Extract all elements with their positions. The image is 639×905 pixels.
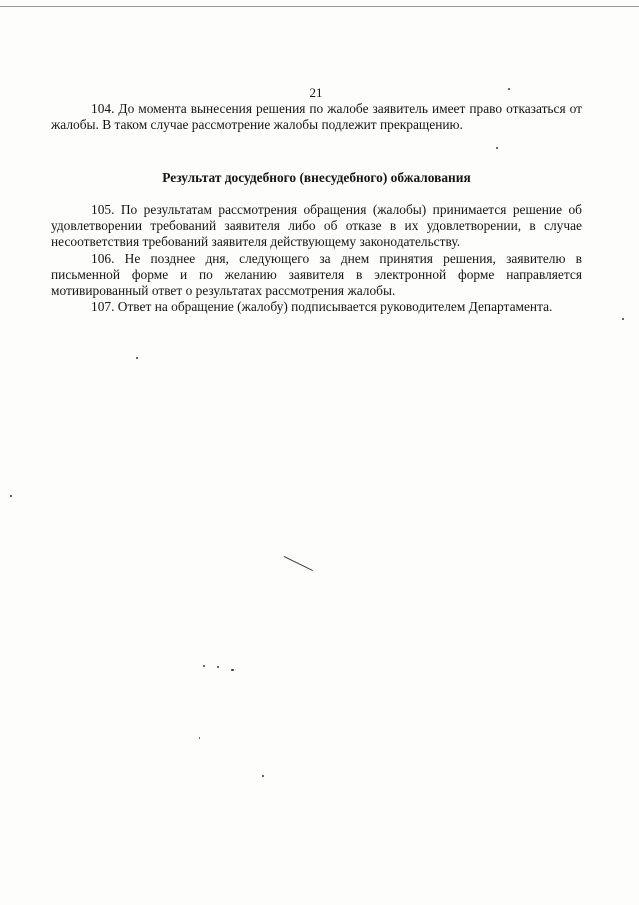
- scan-speck: [508, 88, 510, 90]
- scan-scratch: [284, 556, 313, 571]
- scan-speck: [136, 357, 138, 359]
- scan-top-edge: [0, 6, 639, 7]
- scan-speck: [199, 737, 200, 739]
- scan-speck: [203, 665, 205, 667]
- scan-speck: [262, 775, 264, 777]
- scan-speck: [231, 669, 234, 671]
- paragraph-104: 104. До момента вынесения решения по жалобе заявитель имеет право отказаться от жалобы. В таком случае рассмотрение жалобы подлежит прекращению.: [51, 101, 582, 133]
- scan-speck: [496, 147, 498, 149]
- section-heading: Результат досудебного (внесудебного) обжалования: [162, 170, 471, 185]
- paragraph-105: 105. По результатам рассмотрения обращения (жалобы) принимается решение об удовлетворении требований заявителя либо об отказе в их удовлетворении, в случае несоответствия требований заявителя действующему законодательству.: [51, 202, 582, 250]
- paragraph-106: 106. Не позднее дня, следующего за днем принятия решения, заявителю в письменной форме и по желанию заявителя в электронной форме направляется мотивированный ответ о результатах рассмотрения жалобы.: [51, 250, 582, 299]
- paragraph-group-bottom: [51, 202, 582, 315]
- scan-speck: [10, 495, 12, 497]
- scan-speck: [622, 318, 624, 320]
- scan-speck: [217, 666, 219, 668]
- paragraph-107: 107. Ответ на обращение (жалобу) подписывается руководителем Департамента.: [91, 299, 553, 315]
- page-number: 21: [309, 85, 323, 100]
- paragraph-group-top: [51, 101, 582, 133]
